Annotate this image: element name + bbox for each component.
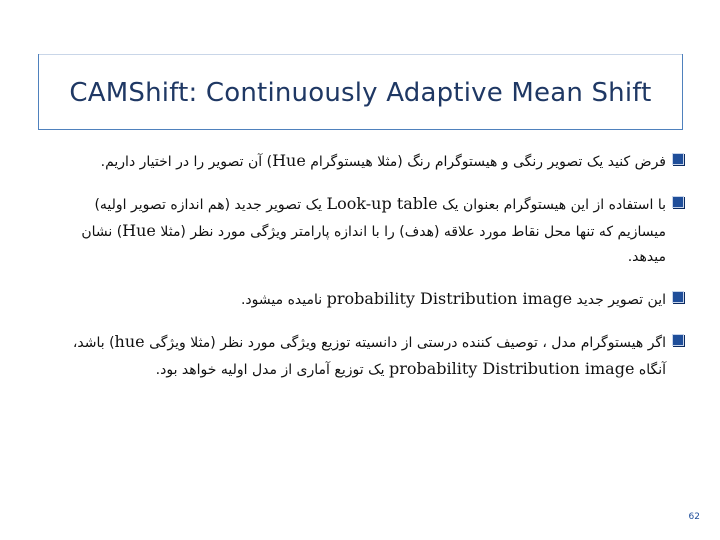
bullet-term: hue — [114, 332, 145, 351]
bullet-text: یک توزیع آماری از مدل اولیه خواهد بود. — [155, 362, 385, 378]
slide-title: CAMShift: Continuously Adaptive Mean Shift — [69, 78, 652, 108]
square-bullet-icon — [672, 153, 684, 165]
bullet-term: Hue — [122, 221, 156, 240]
bullet-term: probability Distribution image — [388, 359, 635, 378]
bullet-text: ) باشد، آنگاه — [72, 335, 666, 378]
bullet-text: اگر هیستوگرام مدل ، توصیف کننده درستی از دانسیته توزیع ویژگی مورد نظر (مثلا ویژگی — [149, 335, 666, 351]
bullet-model-histogram — [44, 329, 684, 383]
bullet-text: ) آن تصویر را در اختیار داریم. — [100, 154, 273, 170]
square-bullet-icon — [672, 334, 684, 346]
bullet-histogram — [44, 148, 684, 175]
page-number: 62 — [688, 512, 700, 522]
bullet-list — [44, 148, 684, 383]
bullet-text: یک تصویر جدید (هم اندازه تصویر اولیه) میسازیم که تنها محل نقاط مورد علاقه (هدف) را با اندازه پارامتر ویژگی مورد نظر (مثلا — [94, 197, 666, 240]
bullet-term: probability Distribution image — [326, 289, 573, 308]
bullet-text: این تصویر جدید — [576, 292, 666, 308]
bullet-term: Hue — [272, 151, 306, 170]
bullet-text: نامیده میشود. — [240, 292, 323, 308]
bullet-lookup-table — [44, 191, 684, 270]
bullet-text: فرض کنید یک تصویر رنگی و هیستوگرام رنگ (مثلا هیستوگرام — [310, 154, 666, 170]
bullet-text: ) نشان میدهد. — [81, 224, 666, 265]
bullet-text: با استفاده از این هیستوگرام بعنوان یک — [442, 197, 666, 213]
square-bullet-icon — [672, 196, 684, 208]
title-box — [38, 54, 683, 130]
bullet-probability-image — [44, 286, 684, 313]
square-bullet-icon — [672, 291, 684, 303]
bullet-term: Look-up table — [326, 194, 438, 213]
